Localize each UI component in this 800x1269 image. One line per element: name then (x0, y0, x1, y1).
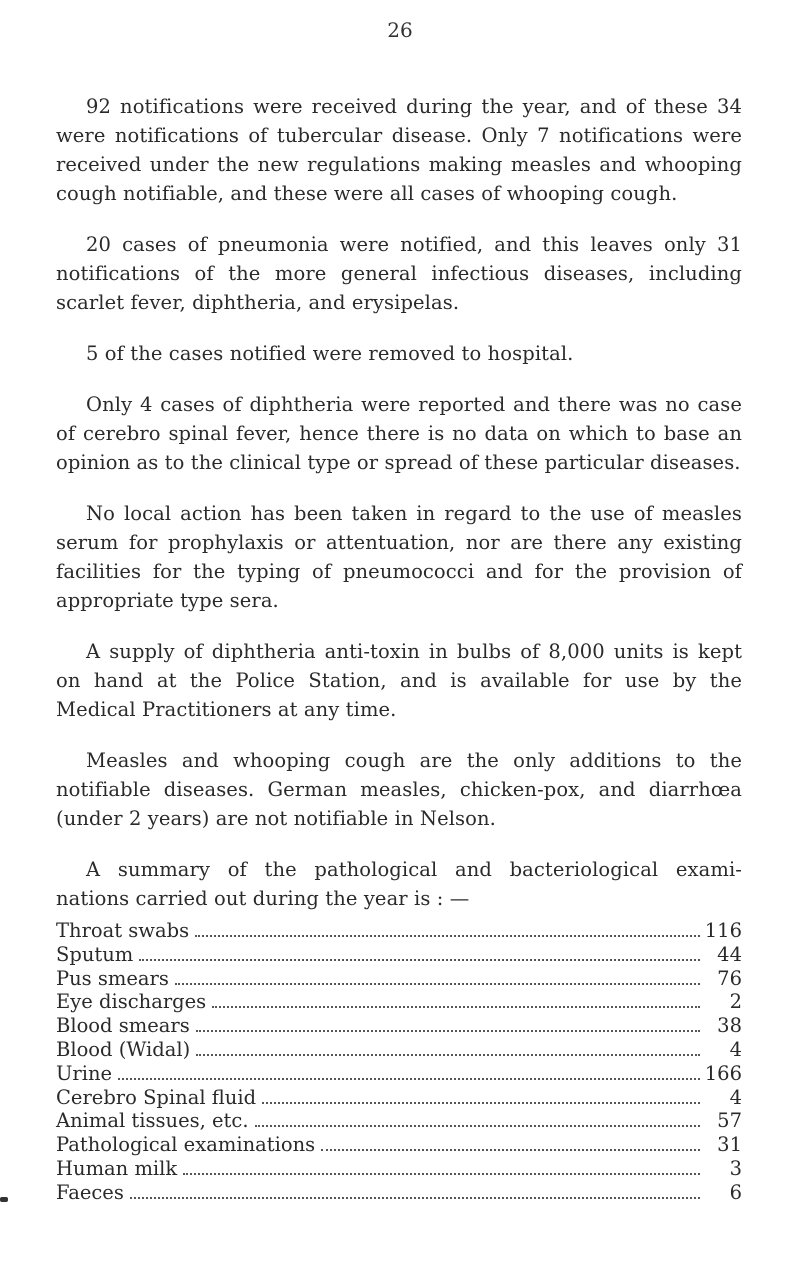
dot-leader (212, 1006, 700, 1008)
exam-count: 4 (729, 1085, 742, 1109)
dot-leader (183, 1173, 700, 1175)
list-item (56, 967, 742, 991)
list-item (56, 1014, 742, 1038)
dot-leader (130, 1197, 700, 1199)
dot-leader (196, 1054, 700, 1056)
exam-label: Blood (Widal) (56, 1037, 191, 1061)
paragraph-summary-intro: A summary of the pathological and bacteriological exami- nations carried out during the year is : — (56, 858, 742, 910)
exam-count: 116 (704, 919, 742, 942)
dot-leader (262, 1102, 700, 1104)
examinations-list (56, 919, 742, 1205)
paragraph-measles-serum: No local action has been taken in regard to the use of measles serum for prophylaxis or attentuation, nor are there any existing facilities for the typing of pneumococci and for the provision of appropriate type sera. (56, 502, 742, 612)
paragraph-pneumonia: 20 cases of pneumonia were notified, and this leaves only 31 notifications of the more general infectious diseases, including scarlet fever, diphtheria, and erysipelas. (56, 233, 742, 314)
list-item (56, 943, 742, 967)
paragraph-hospital: 5 of the cases notified were removed to hospital. (86, 342, 574, 365)
exam-label: Urine (56, 1061, 113, 1085)
list-item (56, 990, 742, 1014)
dot-leader (196, 1030, 700, 1032)
exam-label: Eye discharges (56, 990, 207, 1014)
exam-label: Cerebro Spinal fluid (56, 1085, 257, 1109)
list-item (56, 919, 742, 943)
list-item (56, 1181, 742, 1205)
list-item (56, 1062, 742, 1086)
scan-mark (0, 1197, 8, 1202)
list-item (56, 1109, 742, 1133)
exam-count: 38 (717, 1014, 742, 1038)
list-item (56, 1133, 742, 1157)
paragraph-anti-toxin: A supply of diphtheria anti-toxin in bulbs of 8,000 units is kept on hand at the Police Station, and is available for use by the Medical Practitioners at any time. (56, 640, 742, 721)
paragraph-diphtheria: Only 4 cases of diphtheria were reported and there was no case of cerebro spinal fever, hence there is no data on which to base an opinion as to the clinical type or spread of these particular diseases. (56, 393, 742, 474)
paragraph-notifiable-diseases: Measles and whooping cough are the only additions to the notifiable diseases. German measles, chicken-pox, and diarrhœa (under 2 years) are not notifiable in Nelson. (56, 749, 742, 830)
exam-count: 6 (729, 1180, 742, 1204)
exam-count: 2 (729, 990, 742, 1014)
dot-leader (195, 935, 700, 937)
paragraph-notifications: 92 notifications were received during the year, and of these 34 were notifications of tubercular disease. Only 7 notifications were received under the new regulations making measles and whooping cough notifiable, and these were all cases of whooping cough. (56, 95, 742, 205)
exam-label: Pus smears (56, 966, 169, 990)
dot-leader (139, 959, 700, 961)
list-item (56, 1086, 742, 1110)
exam-label: Animal tissues, etc. (56, 1109, 249, 1133)
list-item (56, 1157, 742, 1181)
exam-label: Sputum (56, 942, 134, 966)
exam-count: 3 (729, 1156, 742, 1180)
exam-label: Pathological examinations (56, 1133, 316, 1157)
list-item (56, 1038, 742, 1062)
dot-leader (321, 1149, 700, 1151)
exam-count: 76 (717, 966, 742, 990)
page-number: 26 (387, 18, 413, 42)
exam-count: 31 (717, 1133, 742, 1157)
dot-leader (255, 1125, 700, 1127)
exam-count: 4 (729, 1037, 742, 1061)
exam-count: 166 (704, 1061, 742, 1085)
exam-label: Faeces (56, 1180, 124, 1204)
dot-leader (118, 1078, 700, 1080)
exam-label: Blood smears (56, 1014, 190, 1038)
exam-label: Throat swabs (56, 919, 190, 942)
report-body (56, 92, 742, 1205)
exam-count: 44 (717, 942, 742, 966)
exam-label: Human milk (56, 1156, 178, 1180)
exam-count: 57 (717, 1109, 742, 1133)
dot-leader (175, 983, 700, 985)
